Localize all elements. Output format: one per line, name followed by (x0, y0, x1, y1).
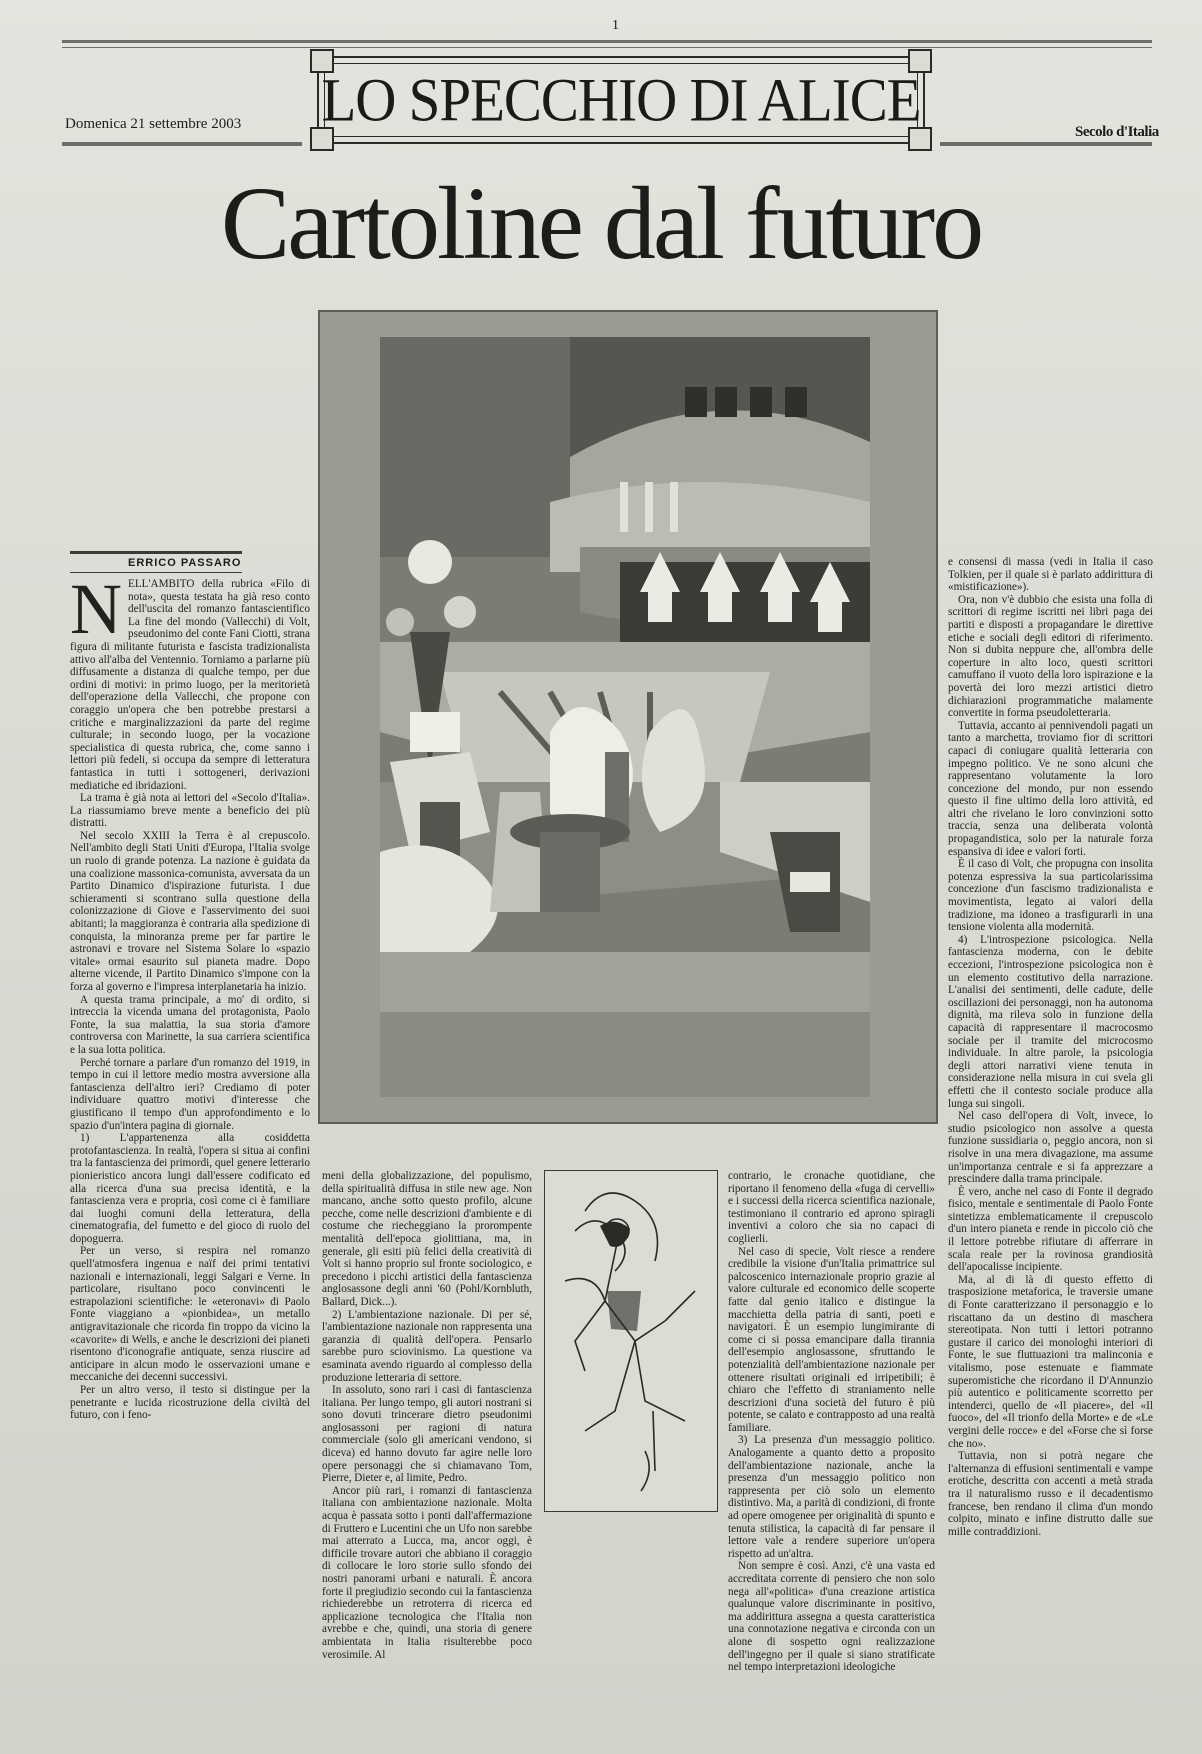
author-byline: ERRICO PASSARO (128, 557, 242, 569)
article-paragraph: e consensi di massa (vedi in Italia il caso Tolkien, per il quale si è parlato addirittura di «mistificazione»). (948, 556, 1153, 594)
top-rule (62, 40, 1152, 43)
article-paragraph: È vero, anche nel caso di Fonte il degrado fisico, mentale e sentimentale di Paolo Fonte sintetizza emblematicamente il crepuscolo d'un intero pianeta e rende in piccolo ciò che il lettore potrebbe rifiutare di afferrare in scala reale per la rovinosa grandiosità dell'apocalisse incipiente. (948, 1185, 1153, 1274)
article-column-3 (728, 1170, 935, 1748)
article-column-1 (70, 578, 310, 1748)
article-paragraph: Perché tornare a parlare d'un romanzo del 1919, in tempo in cui il lettore medio mostra avversione alla fantascienza dell'altro ieri? Crediamo di poter individuare quattro motivi d'interesse che giustificano il tempo d'un approfondimento e lo spazio d'un'intera pagina di giornale. (70, 1056, 310, 1132)
article-paragraph: 3) La presenza d'un messaggio politico. Analogamente a quanto detto a proposito dell'ambientazione nazionale, anche la presenza d'un messaggio politico non rappresenta per ciò solo un elemento distintivo. Ma, a parità di condizioni, di fronte ad opere omogenee per originalità di spunto e tenuta stilistica, la capacità di far pensare il lettore vale a rendere superiore un'opera rispetto ad un'altra. (728, 1434, 935, 1560)
inset-drawing (545, 1171, 717, 1511)
byline-rule (70, 551, 242, 554)
newspaper-name: Secolo d'Italia (1075, 124, 1159, 140)
header-rule-right (940, 142, 1152, 146)
article-paragraph: Ancor più rari, i romanzi di fantascienza italiana con ambientazione nazionale. Molta acqua è passata sotto i ponti dall'affermazione di Fruttero e Lucentini che un Ufo non sarebbe mai atterrato a Lucca, ma, ancor oggi, è difficile trovare autori che abbiano il coraggio di collocare le loro storie sullo sfondo dei nostri panorami urbani e naturali. È ancora forte il pregiudizio secondo cui la fantascienza richiederebbe un retroterra di ricerca ed applicazione tecnologica che l'Italia non avrebbe e che, quindi, una storia di genere ambientata in Italia risulterebbe poco verosimile. Al (322, 1484, 532, 1661)
top-rule-thin (62, 47, 1152, 48)
masthead-title: LO SPECCHIO DI ALICE (321, 65, 921, 135)
article-paragraph: Tuttavia, non si potrà negare che l'alternanza di effusioni sentimentali e vampe erotiche, descritta con accenti a metà strada tra il naturalismo russo e il decadentismo francese, ben rendano il clima d'un mondo colpito, minato e infine distrutto dalle sue mille contraddizioni. (948, 1450, 1153, 1538)
inset-illustration (544, 1170, 718, 1512)
article-paragraph: È il caso di Volt, che propugna con insolita potenza espressiva la sua particolarissima concezione d'un fascismo tradizionalista e movimentista, legato ai valori della tradizione, ma idoneo a trasfigurarli in una tensione violenta alla modernità. (948, 858, 1153, 934)
article-paragraph: ELL'AMBITO della rubrica «Filo di nota», questa testata ha già reso conto dell'uscita del romanzo fantascientifico La fine del mondo (Vallecchi) di Volt, pseudonimo del conte Fani Ciotti, strana figura di militante futurista e fascista tradizionalista attivo all'alba del Ventennio. Torniamo a parlarne più diffusamente a distanza di qualche tempo, per due ordini di motivi: in primo luogo, per la meritorietà dell'operazione della Vallecchi, che propone con coraggio un'opera che ben potrebbe prestarsi a critiche e marginalizzazioni da parte del regime culturale; in secondo luogo, per la vocazione specialistica di questa rubrica, che, come sanno i lettori più fedeli, si occupa da sempre di letteratura fantastica in tutti i sottogeneri, derivazioni mediatiche ed ibridazioni. (70, 578, 310, 792)
article-paragraph: Nel secolo XXIII la Terra è al crepuscolo. Nell'ambito degli Stati Uniti d'Europa, l'Italia svolge un ruolo di grande potenza. La nazione è guidata da una coalizione massonica-comunista, avversata da un Partito Dinamico d'ispirazione futurista. I due schieramenti si scontrano sulla questione della colonizzazione di Giove e l'asservimento dei suoi abitanti; la maggioranza è contraria alla spedizione di conquista, la minoranza preme per far partire le astronavi e trovare nel Sistema Solare lo «spazio vitale» ormai esaurito sul pianeta madre. Dopo alterne vicende, il Partito Dinamico s'impone con la forza al governo e l'impresa interplanetaria ha inizio. (70, 829, 310, 993)
headline: Cartoline dal futuro (220, 166, 982, 281)
article-paragraph: 2) L'ambientazione nazionale. Di per sé, l'ambientazione nazionale non rappresenta una garanzia di qualità dell'opera. Pensarlo sarebbe puro sciovinismo. La questione va esaminata avendo riguardo al complesso della produzione letteraria di settore. (322, 1308, 532, 1384)
page-number: 1 (612, 18, 619, 33)
article-paragraph: meni della globalizzazione, del populismo, della spiritualità diffusa in stile new age. Non mancano, anche sotto questo profilo, alcune pecche, come nelle descrizioni d'ambiente e di costume che riecheggiano la prorompente mentalità dell'epoca giolittiana, ma, in generale, gli esiti più felici della creatività di Volt si hanno proprio sul fronte sociologico, e precedono i picchi artistici della fantascienza anglosassone degli anni '60 (Pohl/Kornbluth, Ballard, Dick...). (322, 1170, 532, 1308)
painting-graphic (320, 312, 936, 1122)
article-paragraph: contrario, le cronache quotidiane, che riportano il fenomeno della «fuga di cervelli» e i successi della ricerca scientifica nazionale, testimoniano il contrario ed aprono spiragli inventivi a coloro che sia no capaci di coglierli. (728, 1170, 935, 1245)
article-paragraph: A questa trama principale, a mo' di ordito, si intreccia la vicenda umana del protagonista, Paolo Fonte, la sua malattia, la sua storia d'amore controversa con Marinette, la sua carriera scientifica e la sua lotta politica. (70, 993, 310, 1056)
article-paragraph: Per un altro verso, il testo si distingue per la penetrante e lucida ricostruzione della civiltà del futuro, con i feno- (70, 1384, 310, 1422)
article-paragraph: Non sempre è così. Anzi, c'è una vasta ed accreditata corrente di pensiero che non solo nega all'«politica» d'una creazione artistica qualunque valore discriminante in positivo, ma addirittura assegna a questa caratteristica una connotazione negativa e circonda con un alone di sospetto ogni realizzazione dell'ingegno per il quale si siano stratificate nel tempo interpretazioni ideologiche (728, 1560, 935, 1674)
drop-cap: N (70, 578, 122, 649)
article-paragraph: Tuttavia, accanto ai pennivendoli pagati un tanto a marchetta, troviamo fior di scrittori capaci di coniugare qualità letteraria con impegno politico. Ve ne sono alcuni che rappresentano volutamente la loro concezione del mondo, pur non essendo questo il fine ultimo della loro attività, ed altri che rivelano le loro convinzioni sotto traccia, senza una deliberata volontà propagandistica, solo per la naturale forza espansiva di idee e valori forti. (948, 719, 1153, 858)
section-masthead (317, 56, 925, 144)
article-paragraph: Ora, non v'è dubbio che esista una folla di scrittori di regime iscritti nei libri paga dei partiti e disposti a propagandare le direttive etiche e sociali degli editori di riferimento. Non si dubita neppure che, all'ombra delle coperture in alto loco, questi scrittori camuffano il vuoto della loro ispirazione e la povertà dei loro mezzi artistici dietro dichiarazioni programmatiche malamente convertite in forma pseudoletteraria. (948, 593, 1153, 720)
article-paragraph: Nel caso dell'opera di Volt, invece, lo studio psicologico non assolve a questa funzione sussidiaria o, peggio ancora, non si risolve in una mera divagazione, ma assume un'importanza centrale e si fa apprezzare a prescindere dalla trama principale. (948, 1110, 1153, 1186)
article-paragraph: Per un verso, si respira nel romanzo quell'atmosfera ingenua e naïf dei primi tentativi nazionali e internazionali, leggi Salgari e Verne. In particolare, risultano poco convincenti le estrapolazioni scientifiche: le «eteronavi» di Paolo Fonte viaggiano a «pionbidea», un metallo antigravitazionale che ricorda fin troppo da vicino la «cavorite» di Wells, e anche le descrizioni dei pianeti risentono d'iconografie antiquate, senza riuscire ad anticipare in alcun modo le osservazioni umane e meccaniche dei decenni successivi. (70, 1245, 310, 1384)
article-paragraph: La trama è già nota ai lettori del «Secolo d'Italia». La riassumiamo breve mente a beneficio dei più distratti. (70, 792, 310, 830)
header-rule-left (62, 142, 302, 146)
article-paragraph: Ma, al di là di questo effetto di trasposizione metaforica, le traversie umane di Fonte caratterizzano il personaggio e lo riscattano da un destino di maschera stereotipata. Non tutti i lettori potranno gustare il carico dei monologhi interiori di Fonte, le sue fluttuazioni tra malinconia e vitalismo, pose estenuate e fiammate superomistiche che ricordano il D'Annunzio più autentico e politicamente scorretto per intenderci, quello de «Il piacere», del «Il fuoco», del «Il trionfo della Morte» e de «Le vergini delle rocce» e del «Forse che sì forse che no». (948, 1273, 1153, 1450)
article-column-4 (948, 556, 1153, 1748)
article-paragraph: 1) L'appartenenza alla cosiddetta protofantascienza. In realtà, l'opera si situa ai confini tra la fantascienza dei primordi, quel genere letterario pionieristico ancora lungi dall'essere codificato ed alla ricerca d'una sua precisa identità, e la fantascienza vera e propria, così come ci è familiare dai luoghi comuni della letteratura, della cinematografia, del fumetto e del gioco di ruolo del dopoguerra. (70, 1132, 310, 1245)
article-column-2 (322, 1170, 532, 1748)
article-paragraph: In assoluto, sono rari i casi di fantascienza italiana. Per lungo tempo, gli autori nostrani si sono dovuti trincerare dietro pseudonimi anglosassoni per ragioni di natura commerciale (solo gli americani vendono, si diceva) ed hanno dovuto far agire nelle loro opere personaggi che si chiamavano Tom, Pierre, Dieter e, al limite, Pedro. (322, 1384, 532, 1485)
futurist-painting (318, 310, 938, 1124)
byline-rule-thin (70, 572, 242, 573)
issue-date: Domenica 21 settembre 2003 (65, 116, 242, 132)
article-paragraph: Nel caso di specie, Volt riesce a rendere credibile la visione d'un'Italia primattrice sul palcoscenico internazionale proprio grazie al valore culturale ed economico delle scoperte fatte dal genio italico e distingue la macchietta della patria di santi, poeti e navigatori. È un esempio lungimirante di come ci si possa emancipare dalla tirannia dell'esempio anglosassone, sfruttando le potenzialità dell'ambientazione nazionale per ottenere risultati originali ed irripetibili; è chiaro che l'effetto di straniamento nelle descrizioni d'una società del futuro è più potente, se calato e contrapposto ad una realtà familiare. (728, 1245, 935, 1434)
article-paragraph: 4) L'introspezione psicologica. Nella fantascienza moderna, con le debite eccezioni, l'introspezione psicologica non è un elemento costitutivo della narrazione. L'analisi dei sentimenti, delle cadute, delle oscillazioni dei personaggi, non ha autonoma dignità, ma rileva solo in funzione della capacità di rappresentare il macrocosmo sociale per il tramite del microcosmo individuale. In altre parole, la psicologia degli attori narrativi viene tenuta in considerazione nella misura in cui svela gli effetti che il contesto sociale produce alla lunga sui singoli. (948, 933, 1153, 1110)
